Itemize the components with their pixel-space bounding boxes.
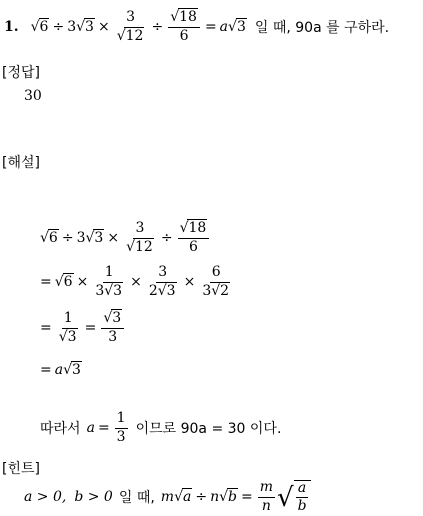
- problem-expression: √6 ÷ 3 √3 × $\frac{3}{√12}$ ÷ $\frac{√18}{6}$ = a √3: [30, 9, 246, 44]
- solution-step-3: = $\frac{1}{√3}$ = $\frac{√3}{3}$: [40, 306, 126, 350]
- hint-header: [힌트]: [2, 461, 40, 477]
- answer-value: 30: [24, 88, 42, 104]
- solution-step-4: = a √3: [40, 362, 81, 378]
- hint-condition-a: a > 0,: [24, 489, 67, 505]
- answer-header: [정답]: [2, 65, 40, 81]
- problem-number: 1.: [4, 19, 19, 35]
- problem-line: [4, 8, 389, 46]
- solution-header: [해설]: [2, 155, 40, 171]
- hint-condition-tail: 일 때,: [118, 490, 155, 506]
- conclusion-tail: 이므로 90a = 30 이다.: [135, 421, 282, 437]
- problem-ask: 일 때, 90a 를 구하라.: [254, 20, 390, 36]
- solution-step-1: √6 ÷ 3 √3 × $\frac{3}{√12}$ ÷ $\frac{√18}{6}$: [40, 218, 211, 258]
- conclusion-prefix: 따라서: [40, 421, 81, 437]
- hint-condition-b: b > 0: [74, 489, 113, 505]
- hint-formula: a > 0, b > 0 일 때, m √a ÷ n √b = $\frac{m}{n}$ √ $\frac{a}{b}$: [24, 478, 311, 516]
- solution-conclusion: 따라서 a = $\frac{1}{3}$ 이므로 90a = 30 이다.: [40, 410, 282, 445]
- solution-step-2: = √6 × $\frac{1}{3√3}$ × $\frac{3}{2√3}$ × $\frac{6}{3√2}$: [40, 264, 230, 299]
